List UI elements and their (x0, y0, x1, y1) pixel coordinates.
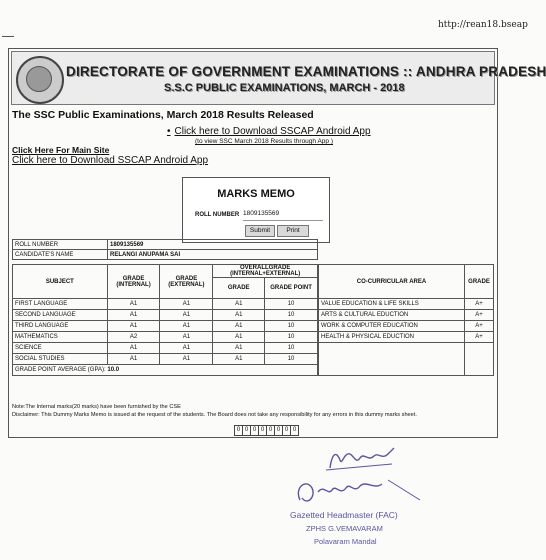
external-cell: A1 (160, 354, 213, 365)
point-cell: 10 (265, 343, 318, 354)
download-app-link-center[interactable] (167, 126, 371, 137)
counter-digit: 0 (275, 426, 283, 435)
internal-cell: A1 (107, 299, 160, 310)
table-header-row (319, 265, 494, 299)
header-grade-point: GRADE POINT (265, 278, 318, 299)
bullet-icon: • (167, 126, 171, 137)
disclaimer-text: Disclaimer: This Dummy Marks Memo is issued at the request of the students. The Board does not take any responsibility for any errors in this dummy marks sheet. (12, 412, 417, 418)
counter-digit: 0 (251, 426, 259, 435)
download-app-sub-link[interactable]: (to view SSC March 2018 Results through App ) (195, 138, 334, 145)
area-grade-cell: A+ (465, 310, 494, 321)
point-cell: 10 (265, 321, 318, 332)
table-row (319, 332, 494, 343)
table-row (13, 299, 318, 310)
memo-roll-input[interactable]: 1809135569 (243, 210, 323, 221)
external-cell: A1 (160, 310, 213, 321)
area-cell: WORK & COMPUTER EDUCATION (319, 321, 465, 332)
table-row (13, 310, 318, 321)
grade-cell: A1 (213, 310, 265, 321)
external-cell: A1 (160, 321, 213, 332)
marks-table (12, 264, 318, 376)
header-cocurricular-grade: GRADE (465, 265, 494, 299)
header-grade: GRADE (213, 278, 265, 299)
area-grade-cell: A+ (465, 299, 494, 310)
subject-cell: SOCIAL STUDIES (13, 354, 108, 365)
header-subtitle: S.S.C PUBLIC EXAMINATIONS, MARCH - 2018 (164, 82, 405, 94)
main-site-link[interactable]: Click Here For Main Site (12, 145, 110, 155)
area-cell: ARTS & CULTURAL EDUCTION (319, 310, 465, 321)
table-row (319, 310, 494, 321)
header-grade-external: GRADE (EXTERNAL) (160, 265, 213, 299)
table-row (13, 250, 318, 260)
download-app-link-left[interactable]: Click here to Download SSCAP Android App (12, 155, 209, 166)
header-cocurricular-area: CO-CURRICULAR AREA (319, 265, 465, 299)
external-cell: A1 (160, 332, 213, 343)
gpa-cell (13, 365, 318, 376)
point-cell: 10 (265, 310, 318, 321)
counter-digit: 0 (235, 426, 243, 435)
roll-number-value: 1809135569 (108, 240, 318, 250)
point-cell: 10 (265, 354, 318, 365)
subject-cell: MATHEMATICS (13, 332, 108, 343)
area-cell: VALUE EDUCATION & LIFE SKILLS (319, 299, 465, 310)
attestation-stamp (270, 440, 470, 555)
subject-cell: SCIENCE (13, 343, 108, 354)
submit-button[interactable]: Submit (245, 225, 275, 237)
table-row (13, 321, 318, 332)
page-header (11, 51, 546, 105)
stamp-school: ZPHS G.VEMAVARAM (306, 524, 383, 533)
internal-marks-note: Note:The Internal marks(20 marks) have been furnished by the CSE (12, 404, 181, 410)
memo-roll-label: ROLL NUMBER (195, 212, 240, 218)
external-cell: A1 (160, 343, 213, 354)
grade-cell: A1 (213, 299, 265, 310)
internal-cell: A1 (107, 343, 160, 354)
point-cell: 10 (265, 299, 318, 310)
internal-cell: A1 (107, 310, 160, 321)
header-overall: OVERALLGRADE (INTERNAL+EXTERNAL) (213, 265, 318, 278)
subject-cell: SECOND LANGUAGE (13, 310, 108, 321)
print-button[interactable]: Print (277, 225, 309, 237)
table-header-row (13, 265, 318, 278)
results-released-text: The SSC Public Examinations, March 2018 Results Released (12, 109, 314, 121)
visitor-counter (234, 425, 299, 436)
candidate-info-table (12, 239, 318, 260)
results-page (8, 48, 546, 438)
subject-cell: THIRD LANGUAGE (13, 321, 108, 332)
browser-url: http://rean18.bseap (438, 20, 528, 30)
grade-cell: A1 (213, 343, 265, 354)
table-row (319, 321, 494, 332)
table-row (13, 343, 318, 354)
candidate-name-value: RELANGI ANUPAMA SAI (108, 250, 318, 260)
external-cell: A1 (160, 299, 213, 310)
counter-digit: 0 (259, 426, 267, 435)
stamp-headmaster: Gazetted Headmaster (FAC) (290, 510, 398, 520)
internal-cell: A2 (107, 332, 160, 343)
empty-cell (319, 343, 465, 376)
download-app-link-label: Click here to Download SSCAP Android App (174, 126, 371, 137)
area-cell: HEALTH & PHYSICAL EDUCTION (319, 332, 465, 343)
gpa-row (13, 365, 318, 376)
table-row (13, 332, 318, 343)
header-title: DIRECTORATE OF GOVERNMENT EXAMINATIONS :: ANDHRA PRADESH (66, 64, 546, 79)
internal-cell: A1 (107, 321, 160, 332)
grade-cell: A1 (213, 332, 265, 343)
empty-cell (465, 343, 494, 376)
table-row (319, 299, 494, 310)
roll-number-label: ROLL NUMBER (13, 240, 108, 250)
government-seal-icon (16, 56, 64, 104)
subject-cell: FIRST LANGUAGE (13, 299, 108, 310)
candidate-name-label: CANDIDATE'S NAME (13, 250, 108, 260)
counter-digit: 0 (292, 427, 297, 433)
internal-cell: A1 (107, 354, 160, 365)
header-grade-internal: GRADE (INTERNAL) (107, 265, 160, 299)
gpa-label: GRADE POINT AVERAGE (GPA): (15, 367, 106, 373)
counter-digit: 0 (267, 426, 275, 435)
handwritten-signature-icon (270, 440, 470, 510)
area-grade-cell: A+ (465, 321, 494, 332)
header-subject: SUBJECT (13, 265, 108, 299)
counter-digit: 0 (283, 426, 291, 435)
point-cell: 10 (265, 332, 318, 343)
grade-cell: A1 (213, 321, 265, 332)
table-row (13, 354, 318, 365)
memo-title: MARKS MEMO (217, 188, 295, 200)
table-row (319, 343, 494, 376)
grade-cell: A1 (213, 354, 265, 365)
table-row (13, 240, 318, 250)
gpa-value: 10.0 (107, 367, 120, 373)
margin-tick (2, 36, 14, 37)
marks-memo-form (182, 177, 330, 243)
area-grade-cell: A+ (465, 332, 494, 343)
stamp-mandal: Polavaram Mandal (314, 537, 377, 546)
counter-digit: 0 (243, 426, 251, 435)
cocurricular-table (318, 264, 494, 376)
